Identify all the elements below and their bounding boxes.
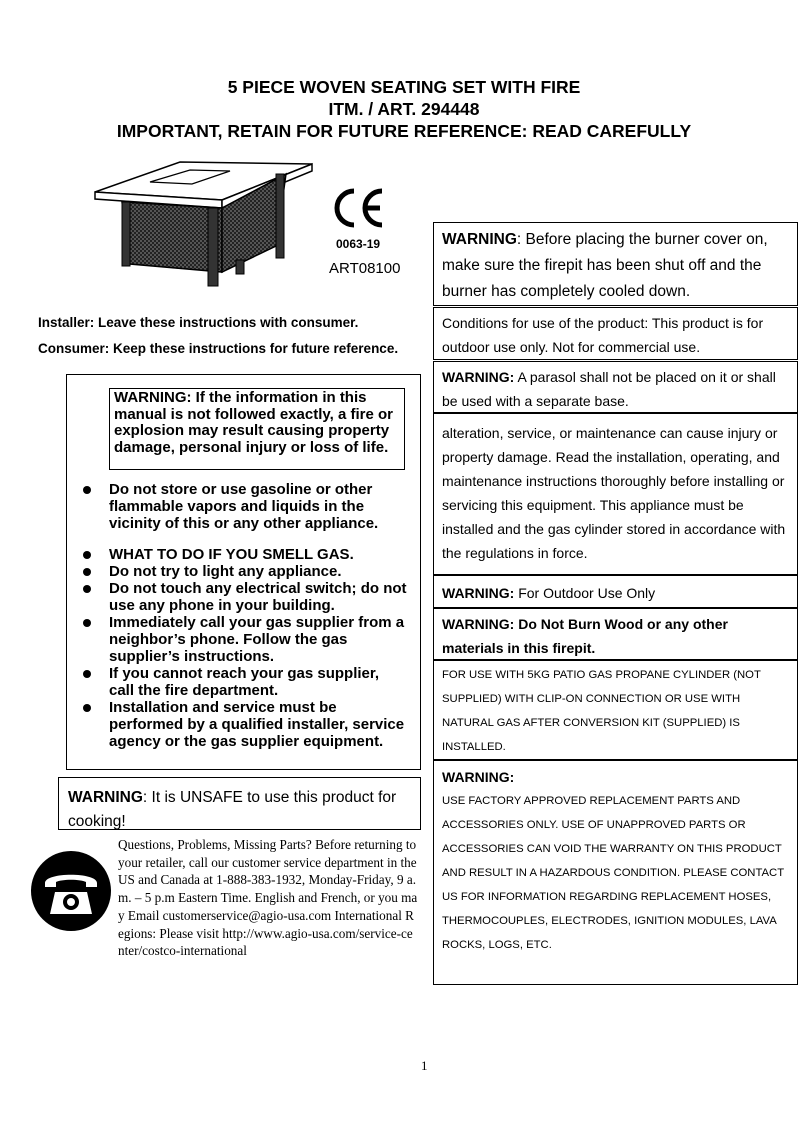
gas-safety-list — [67, 481, 407, 750]
parts-warning-label: WARNING: — [442, 769, 515, 785]
installer-instruction: Installer: Leave these instructions with consumer. — [38, 315, 359, 330]
cooking-warning-box — [58, 777, 421, 830]
outdoor-use-warning — [433, 575, 798, 608]
certification-number: 0063-19 — [336, 237, 381, 251]
list-item: Do not try to light any appliance. — [67, 563, 407, 580]
list-item: Do not touch any electrical switch; do not use any phone in your building. — [67, 580, 407, 614]
main-warning-box — [66, 374, 421, 770]
burner-cover-warning — [433, 222, 798, 306]
title-line-3: IMPORTANT, RETAIN FOR FUTURE REFERENCE: READ CAREFULLY — [116, 121, 692, 141]
fuel-use-notice: FOR USE WITH 5KG PATIO GAS PROPANE CYLINDER (NOT SUPPLIED) WITH CLIP-ON CONNECTION OR USE WITH NATURAL GAS AFTER CONVERSION KIT (SUPPLIED) IS INSTALLED. — [433, 660, 798, 760]
list-item: If you cannot reach your gas supplier, call the fire department. — [67, 665, 407, 699]
cooking-warning-label: WARNING — [68, 789, 143, 806]
list-item: WHAT TO DO IF YOU SMELL GAS. — [67, 546, 407, 563]
replacement-parts-warning — [433, 760, 798, 985]
list-item: Installation and service must be performed by a qualified installer, service agency or the gas supplier equipment. — [67, 699, 407, 750]
alteration-warning: alteration, service, or maintenance can cause injury or property damage. Read the installation, operating, and maintenance instructions thoroughly before installing or servicing this equipment. This appliance must be installed and the gas cylinder stored in accordance with the regulations in force. — [433, 413, 798, 575]
conditions-of-use: Conditions for use of the product: This product is for outdoor use only. Not for commercial use. — [433, 307, 798, 360]
outdoor-warning-text: For Outdoor Use Only — [514, 585, 656, 601]
burner-warning-text: : Before placing the burner cover on, make sure the firepit has been shut off and the burner has completely cooled down. — [442, 231, 768, 300]
parts-warning-text: USE FACTORY APPROVED REPLACEMENT PARTS AND ACCESSORIES ONLY. USE OF UNAPPROVED PARTS OR ACCESSORIES CAN VOID THE WARRANTY ON THIS PRODUCT AND RESULT IN A HAZARDOUS CONDITION. PLEASE CONTACT US FOR INFORMATION REGARDING REPLACEMENT HOSES, THERMOCOUPLES, ELECTRODES, IGNITION MODULES, LAVA ROCKS, LOGS, ETC. — [442, 795, 784, 951]
title-line-2: ITM. / ART. 294448 — [328, 99, 480, 119]
title-line-1: 5 PIECE WOVEN SEATING SET WITH FIRE — [227, 77, 581, 97]
parasol-warning — [433, 361, 798, 413]
list-item: Do not store or use gasoline or other flammable vapors and liquids in the vicinity of this or any other appliance. — [67, 481, 407, 532]
fire-table-illustration — [90, 160, 315, 290]
customer-service-contact: Questions, Problems, Missing Parts? Before returning to your retailer, call our customer service department in the US and Canada at 1-888-383-1932, Monday-Friday, 9 a.m. – 5 p.m Eastern Time. English and French, or you may Email customerservice@agio-usa.com International Regions: Please visit http://www.agio-usa.com/service-center/costco-international — [118, 837, 418, 959]
cooking-warning-text: : It is UNSAFE to use this product for cooking! — [68, 789, 397, 830]
no-wood-warning: WARNING: Do Not Burn Wood or any other materials in this firepit. — [433, 608, 798, 660]
burner-warning-label: WARNING — [442, 231, 517, 248]
parasol-warning-text: A parasol shall not be placed on it or shall be used with a separate base. — [442, 369, 776, 409]
consumer-instruction: Consumer: Keep these instructions for future reference. — [38, 341, 399, 356]
parasol-warning-label: WARNING: — [442, 369, 515, 385]
list-item: Immediately call your gas supplier from a neighbor’s phone. Follow the gas supplier’s instructions. — [67, 614, 407, 665]
page-number: 1 — [421, 1058, 428, 1073]
ce-mark — [330, 185, 386, 231]
outdoor-warning-label: WARNING: — [442, 585, 515, 601]
telephone-icon — [30, 850, 112, 932]
fire-explosion-warning: WARNING: If the information in this manual is not followed exactly, a fire or explosion may result causing property damage, personal injury or loss of life. — [109, 388, 405, 470]
art-code: ART08100 — [329, 260, 401, 277]
